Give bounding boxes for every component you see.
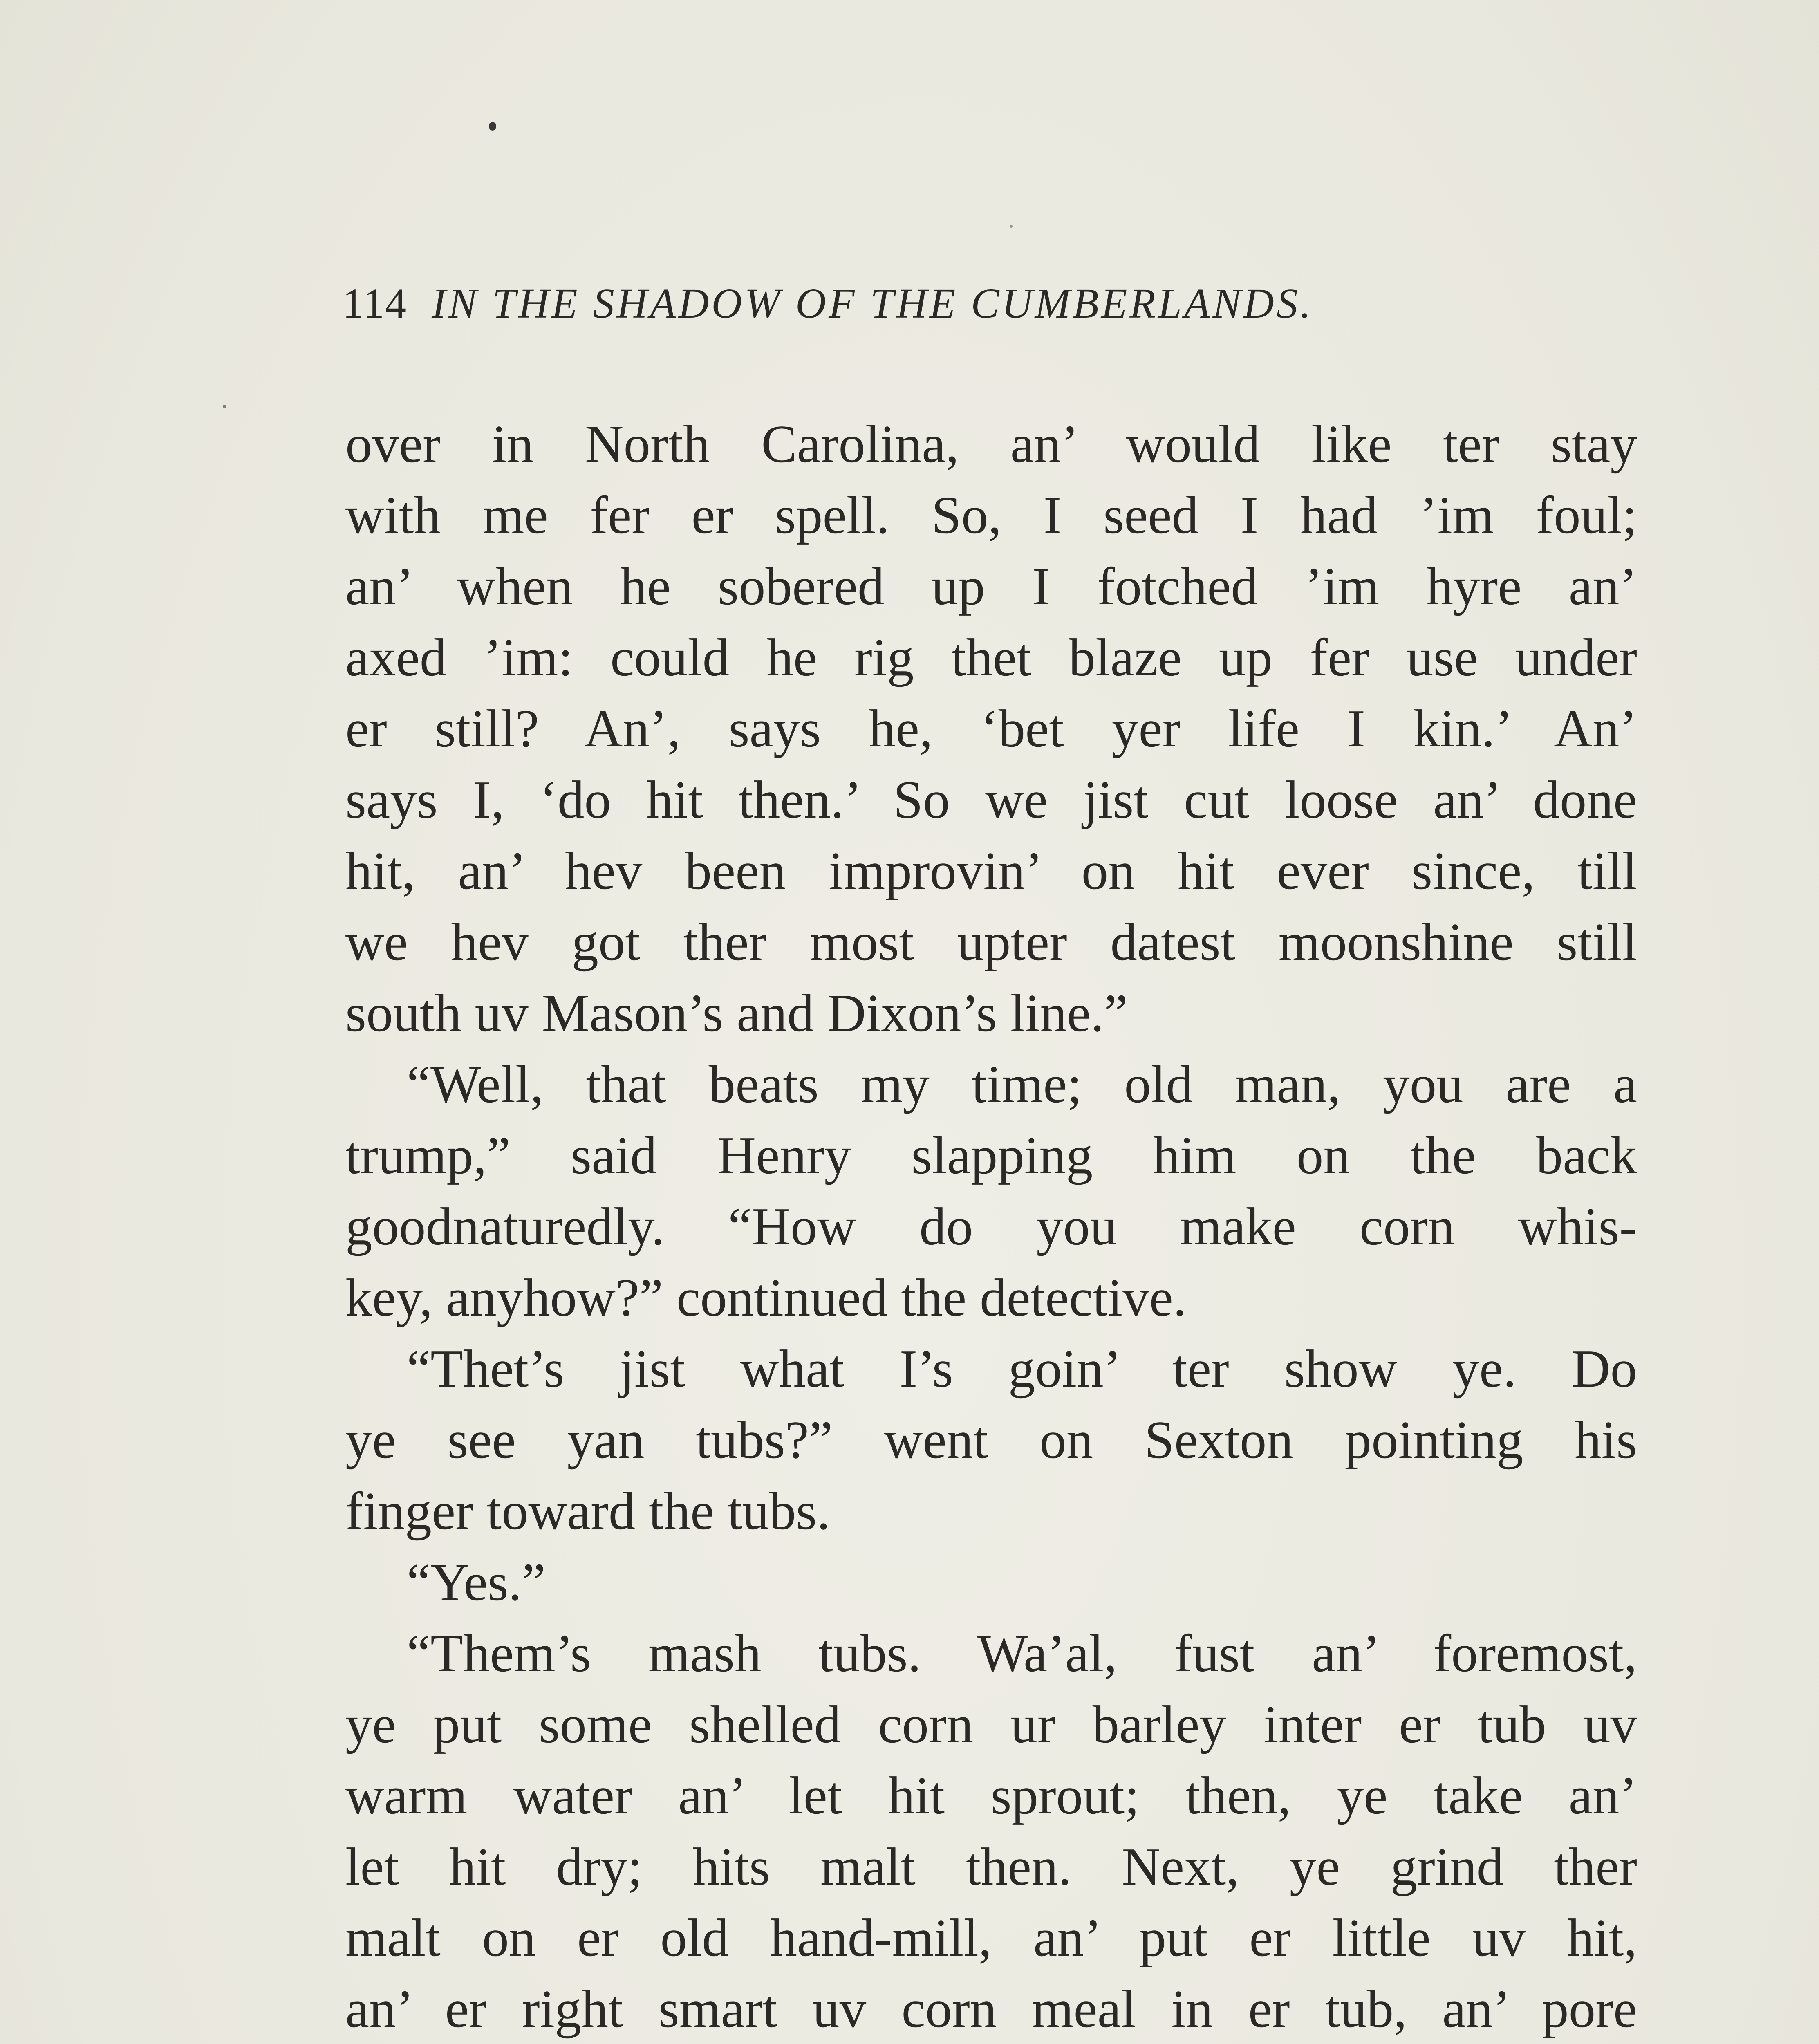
text-line: finger toward the tubs. bbox=[345, 1481, 830, 1541]
text-line: we hev got ther most upter datest moonshine still bbox=[345, 912, 1637, 972]
text-line: “Thet’s jist what I’s goin’ ter show ye. Do bbox=[407, 1339, 1637, 1399]
ink-speck bbox=[1010, 225, 1013, 228]
text-line: let hit dry; hits malt then. Next, ye grind ther bbox=[345, 1837, 1637, 1896]
text-line: trump,” said Henry slapping him on the back bbox=[345, 1126, 1637, 1185]
text-line: hit, an’ hev been improvin’ on hit ever since, till bbox=[345, 841, 1637, 901]
text-line: ye put some shelled corn ur barley inter er tub uv bbox=[345, 1695, 1637, 1754]
running-header bbox=[343, 273, 1610, 334]
text-line: an’ er right smart uv corn meal in er tub, an’ pore bbox=[345, 1979, 1637, 2039]
text-line: malt on er old hand-mill, an’ put er little uv hit, bbox=[345, 1908, 1637, 1968]
text-line: “Yes.” bbox=[407, 1553, 546, 1612]
text-line: er still? An’, says he, ‘bet yer life I kin.’ An’ bbox=[345, 699, 1637, 758]
ink-speck bbox=[223, 405, 226, 408]
text-line: with me fer er spell. So, I seed I had ’im foul; bbox=[345, 486, 1637, 545]
page-number: 114 bbox=[343, 280, 408, 327]
text-line: key, anyhow?” continued the detective. bbox=[345, 1268, 1187, 1327]
body-text bbox=[345, 409, 1637, 2044]
running-title: IN THE SHADOW OF THE CUMBERLANDS. bbox=[432, 280, 1313, 327]
text-line: says I, ‘do hit then.’ So we jist cut loose an’ done bbox=[345, 770, 1637, 829]
text-line: an’ when he sobered up I fotched ’im hyre an’ bbox=[345, 557, 1637, 616]
text-line: “Well, that beats my time; old man, you are a bbox=[407, 1055, 1637, 1114]
text-line: “Them’s mash tubs. Wa’al, fust an’ foremost, bbox=[407, 1624, 1637, 1683]
text-line: ye see yan tubs?” went on Sexton pointing his bbox=[345, 1410, 1637, 1470]
ink-speck bbox=[489, 122, 496, 131]
text-line: over in North Carolina, an’ would like ter stay bbox=[345, 415, 1637, 474]
text-line: goodnaturedly. “How do you make corn whis- bbox=[345, 1197, 1637, 1256]
text-line: south uv Mason’s and Dixon’s line.” bbox=[345, 984, 1128, 1043]
text-line: axed ’im: could he rig thet blaze up fer use under bbox=[345, 628, 1637, 687]
text-line: warm water an’ let hit sprout; then, ye take an’ bbox=[345, 1766, 1637, 1825]
